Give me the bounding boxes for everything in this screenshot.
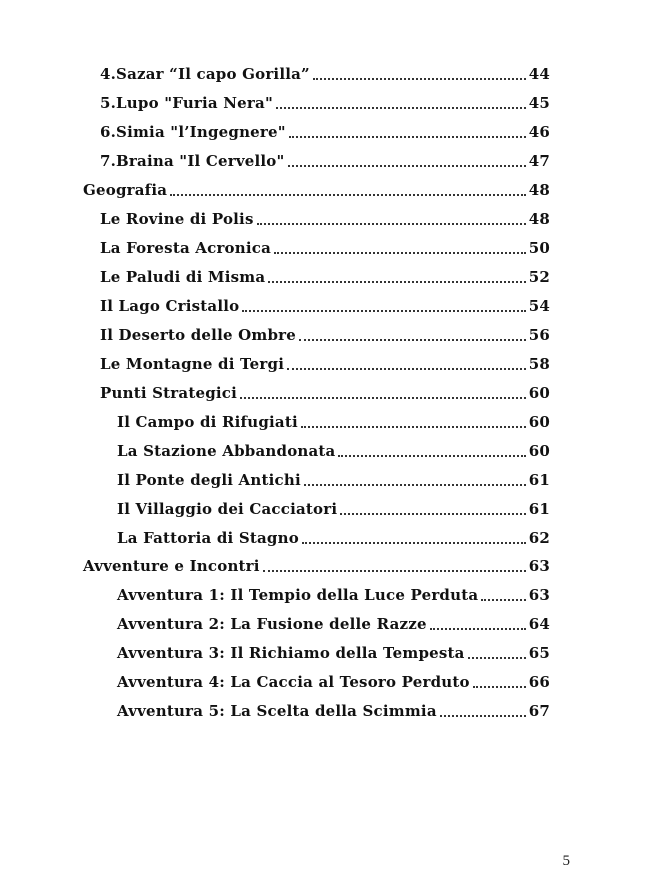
toc-title: 6.Simia "l’Ingegnere" bbox=[100, 123, 286, 141]
toc-title: Il Villaggio dei Cacciatori bbox=[117, 500, 338, 518]
toc-title: 7.Braina "Il Cervello" bbox=[100, 152, 285, 170]
page-number: 5 bbox=[562, 853, 570, 869]
toc-title: 5.Lupo "Furia Nera" bbox=[100, 94, 273, 112]
toc-title: Avventura 4: La Caccia al Tesoro Perduto bbox=[117, 673, 470, 691]
dot-leader bbox=[257, 223, 526, 225]
dot-leader bbox=[440, 715, 526, 717]
toc-title: Il Deserto delle Ombre bbox=[100, 326, 297, 344]
toc-entry[interactable] bbox=[100, 238, 550, 258]
toc-title: Il Lago Cristallo bbox=[100, 297, 240, 315]
dot-leader bbox=[274, 252, 526, 254]
toc-page: 61 bbox=[528, 471, 550, 489]
dot-leader bbox=[276, 107, 526, 109]
toc-page: 56 bbox=[528, 326, 550, 344]
toc-entry[interactable] bbox=[117, 412, 550, 432]
toc-title: Avventura 1: Il Tempio della Luce Perduta bbox=[117, 586, 479, 604]
toc-entry[interactable] bbox=[100, 64, 550, 84]
toc-entry[interactable] bbox=[100, 93, 550, 113]
toc-page: 61 bbox=[528, 500, 550, 518]
toc-title: Geografia bbox=[83, 181, 168, 199]
dot-leader bbox=[299, 339, 526, 341]
toc-entry[interactable] bbox=[100, 354, 550, 374]
dot-leader bbox=[263, 570, 526, 572]
dot-leader bbox=[287, 368, 526, 370]
toc-page: 58 bbox=[528, 355, 550, 373]
toc-title: Le Paludi di Misma bbox=[100, 268, 266, 286]
toc-title: Il Ponte degli Antichi bbox=[117, 471, 301, 489]
toc-title: Avventura 5: La Scelta della Scimmia bbox=[117, 702, 437, 720]
toc-entry[interactable] bbox=[100, 122, 550, 142]
toc-title: Punti Strategici bbox=[100, 384, 238, 402]
toc-page: 67 bbox=[528, 702, 550, 720]
toc-title: La Foresta Acronica bbox=[100, 239, 272, 257]
dot-leader bbox=[473, 686, 526, 688]
toc-title: Avventura 2: La Fusione delle Razze bbox=[117, 615, 427, 633]
dot-leader bbox=[268, 281, 525, 283]
dot-leader bbox=[302, 542, 526, 544]
dot-leader bbox=[313, 78, 526, 80]
toc-entry[interactable] bbox=[100, 296, 550, 316]
toc-entry[interactable] bbox=[117, 672, 550, 692]
toc-page: 52 bbox=[528, 268, 550, 286]
toc-page: 47 bbox=[528, 152, 550, 170]
toc-title: Avventura 3: Il Richiamo della Tempesta bbox=[117, 644, 465, 662]
dot-leader bbox=[301, 426, 526, 428]
dot-leader bbox=[340, 513, 525, 515]
dot-leader bbox=[468, 657, 526, 659]
toc-page: 64 bbox=[528, 615, 550, 633]
dot-leader bbox=[170, 194, 526, 196]
toc-page: 60 bbox=[528, 442, 550, 460]
toc-title: Le Rovine di Polis bbox=[100, 210, 254, 228]
toc-entry[interactable] bbox=[100, 383, 550, 403]
toc-entry[interactable] bbox=[100, 267, 550, 287]
toc-entry[interactable] bbox=[117, 701, 550, 721]
dot-leader bbox=[289, 136, 526, 138]
toc-page: 60 bbox=[528, 413, 550, 431]
dot-leader bbox=[288, 165, 526, 167]
toc-page: 54 bbox=[528, 297, 550, 315]
toc-page: 50 bbox=[528, 239, 550, 257]
toc-title: La Fattoria di Stagno bbox=[117, 529, 299, 547]
toc-entry[interactable] bbox=[100, 325, 550, 345]
dot-leader bbox=[338, 455, 525, 457]
dot-leader bbox=[240, 397, 526, 399]
toc-page: 62 bbox=[528, 529, 550, 547]
toc-title: 4.Sazar “Il capo Gorilla” bbox=[100, 65, 310, 83]
toc-entry[interactable] bbox=[117, 585, 550, 605]
toc-page: 46 bbox=[528, 123, 550, 141]
dot-leader bbox=[430, 628, 526, 630]
toc-entry[interactable] bbox=[117, 441, 550, 461]
toc-page: 63 bbox=[528, 557, 550, 575]
toc-page: 44 bbox=[528, 65, 550, 83]
toc-page: 60 bbox=[528, 384, 550, 402]
toc-entry[interactable] bbox=[100, 151, 550, 171]
toc-title: Le Montagne di Tergi bbox=[100, 355, 285, 373]
toc-title: Avventure e Incontri bbox=[83, 557, 260, 575]
toc-title: Il Campo di Rifugiati bbox=[117, 413, 298, 431]
toc-entry[interactable] bbox=[117, 614, 550, 634]
toc-page: 66 bbox=[528, 673, 550, 691]
toc-page: 63 bbox=[528, 586, 550, 604]
toc-page: 65 bbox=[528, 644, 550, 662]
dot-leader bbox=[304, 484, 526, 486]
dot-leader bbox=[242, 310, 525, 312]
toc-page: 45 bbox=[528, 94, 550, 112]
toc-entry[interactable] bbox=[117, 470, 550, 490]
toc-entry[interactable] bbox=[83, 180, 550, 200]
toc-page: 48 bbox=[528, 210, 550, 228]
dot-leader bbox=[481, 599, 525, 601]
toc-entry[interactable] bbox=[117, 499, 550, 519]
toc-entry[interactable] bbox=[100, 209, 550, 229]
toc-title: La Stazione Abbandonata bbox=[117, 442, 336, 460]
toc-page: 48 bbox=[528, 181, 550, 199]
toc-entry[interactable] bbox=[117, 528, 550, 548]
toc-entry[interactable] bbox=[117, 643, 550, 663]
toc-entry[interactable] bbox=[83, 556, 550, 576]
